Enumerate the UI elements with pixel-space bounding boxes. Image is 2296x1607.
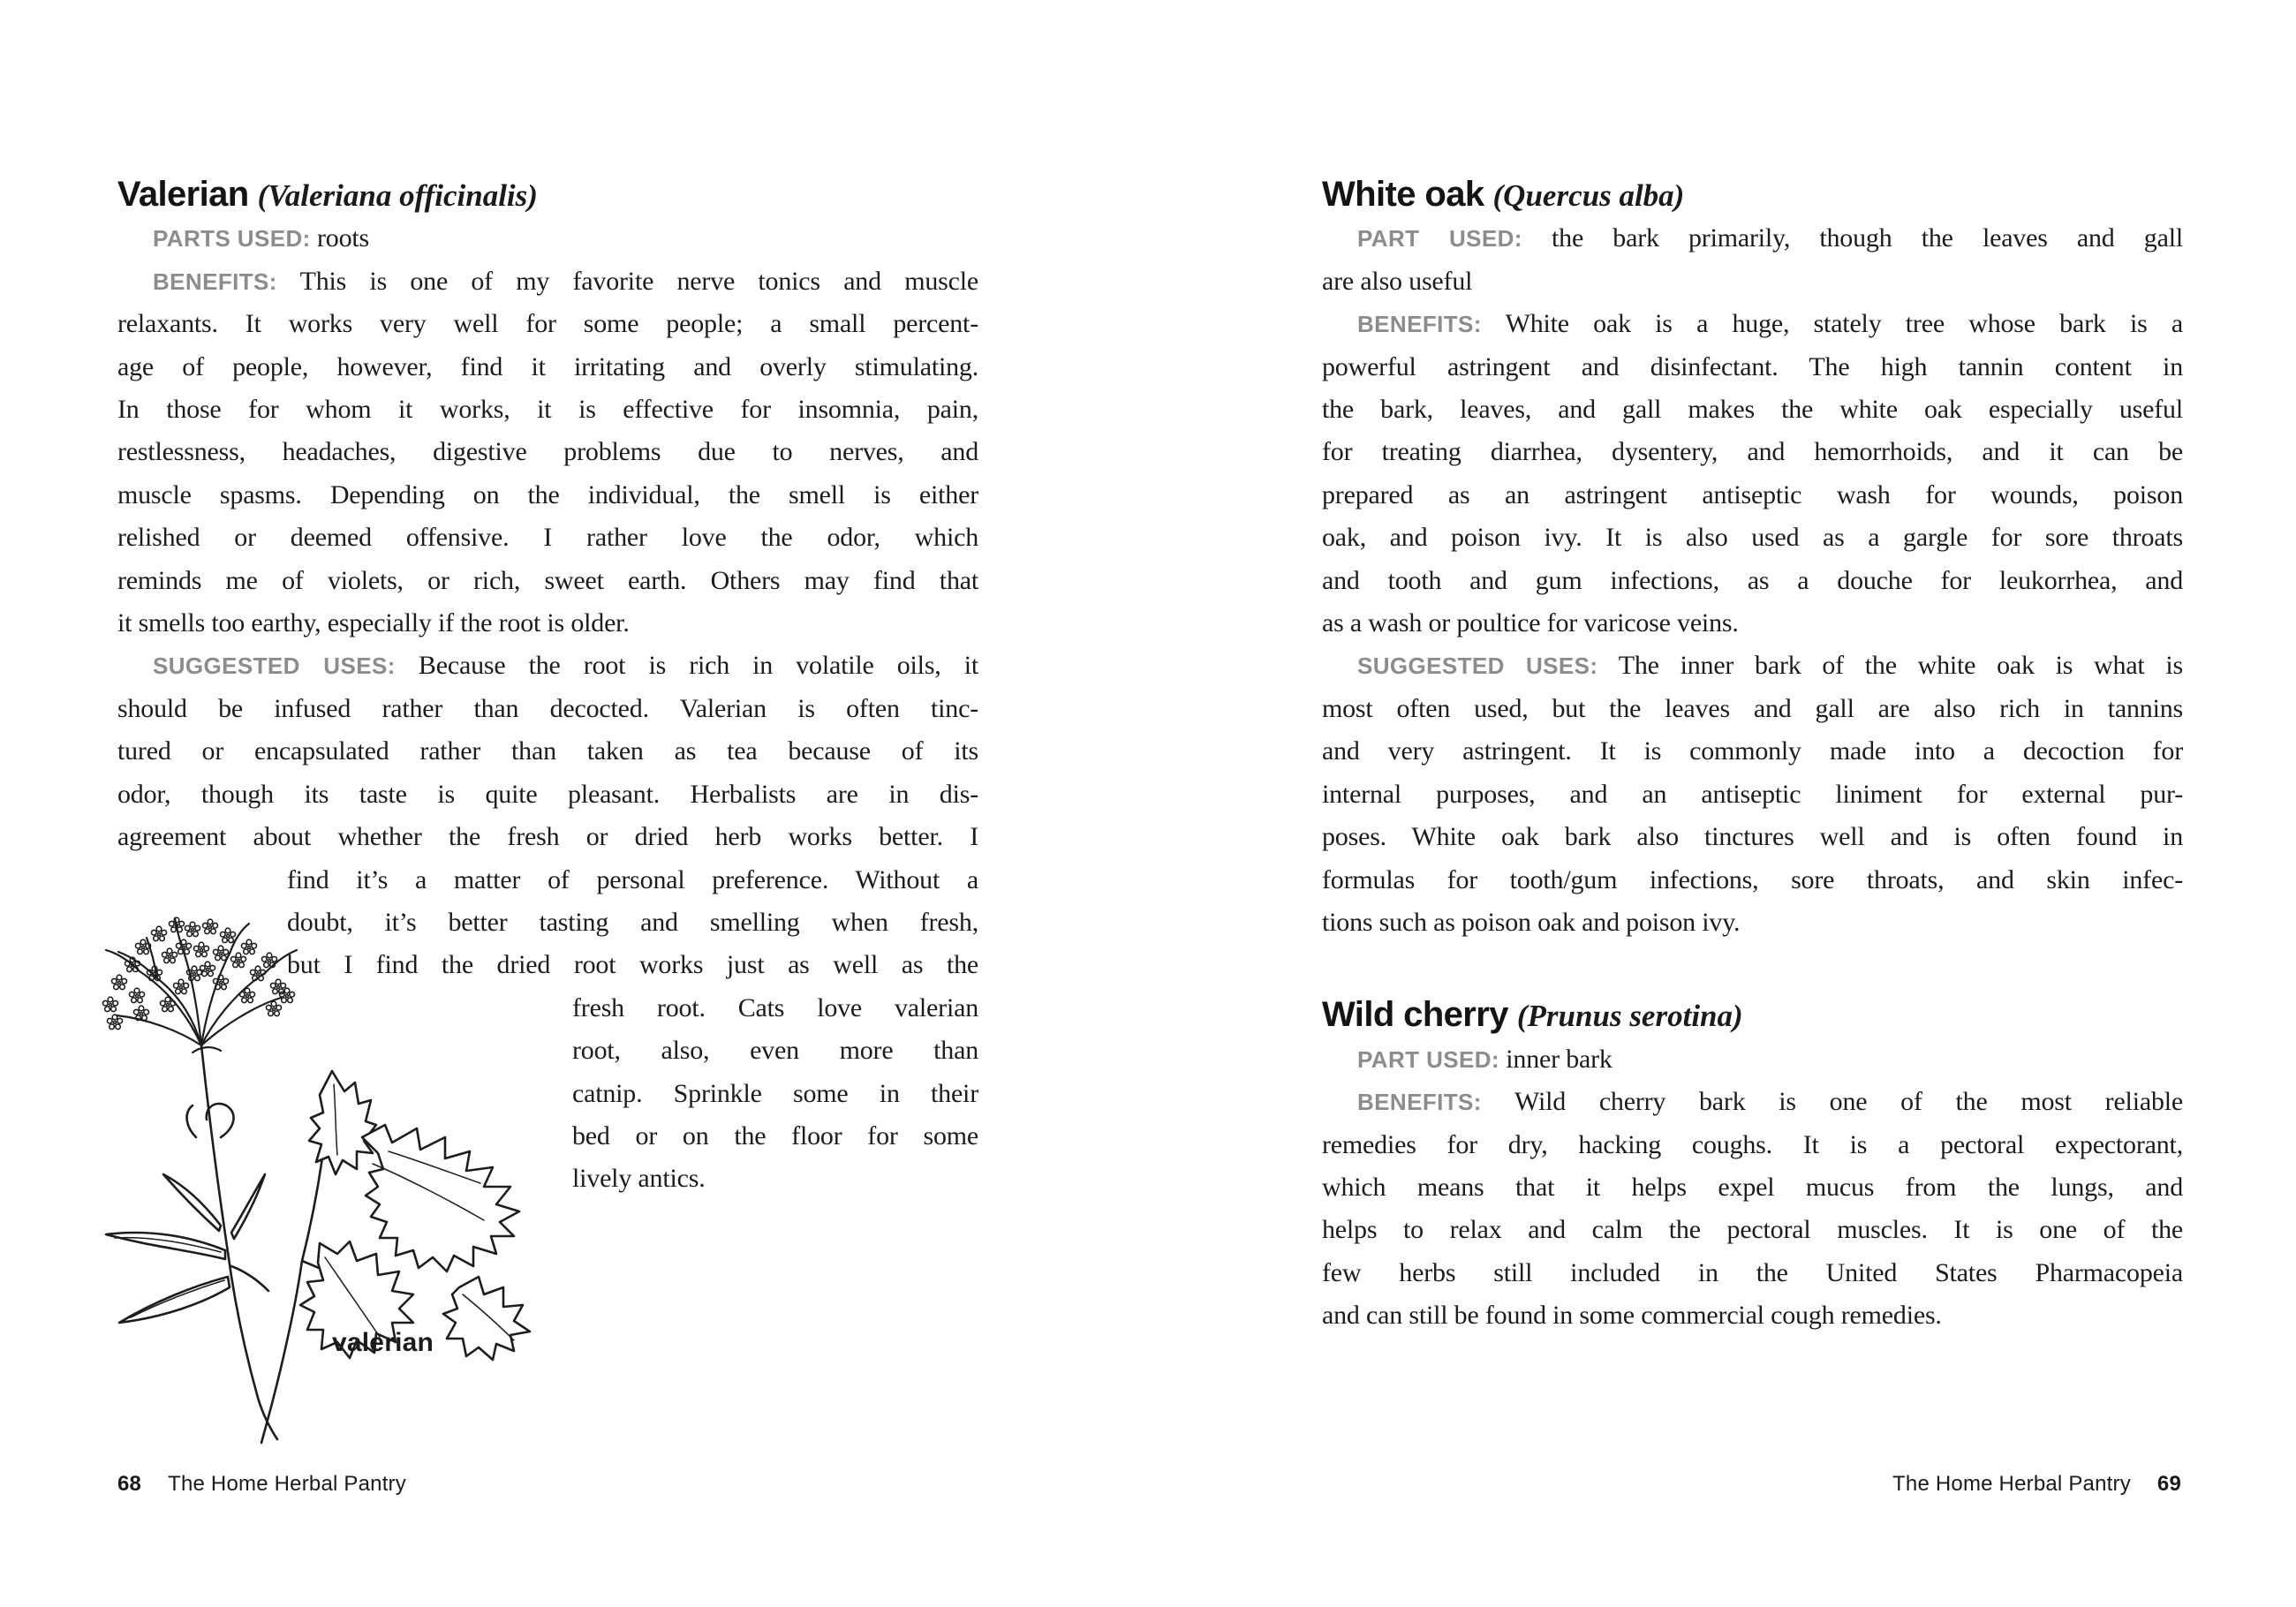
body-text-line: SUGGESTED USES: Because the root is rich in volatile oils, it xyxy=(153,651,978,681)
body-text-line: and tooth and gum infections, as a douche for leukorrhea, and xyxy=(1322,565,2183,595)
left-page-footer xyxy=(117,1471,406,1498)
herb-common-name: Valerian xyxy=(117,175,249,214)
body-text-line: bed or on the floor for some xyxy=(572,1120,978,1151)
body-text-line: and can still be found in some commercial cough remedies. xyxy=(1322,1301,1942,1331)
body-text-line: formulas for tooth/gum infections, sore throats, and skin infec- xyxy=(1322,864,2183,894)
body-text-line: catnip. Sprinkle some in their xyxy=(572,1078,978,1108)
herb-latin-name: (Quercus alba) xyxy=(1492,178,1685,213)
left-page-number: 68 xyxy=(117,1472,142,1496)
section-label: SUGGESTED USES: xyxy=(153,653,396,680)
herb-entry-heading xyxy=(1322,993,2183,1037)
body-text-line: it smells too earthy, especially if the root is older. xyxy=(117,608,630,638)
section-label: BENEFITS: xyxy=(1357,1089,1482,1116)
section-label: PARTS USED: xyxy=(153,225,311,253)
herb-common-name: White oak xyxy=(1322,175,1484,214)
right-page-footer xyxy=(1892,1471,2181,1498)
body-text-line: but I find the dried root works just as well as the xyxy=(287,950,978,980)
illustration-caption: valerian xyxy=(332,1328,434,1357)
body-text-line: root, also, even more than xyxy=(572,1036,978,1066)
body-text-line: lively antics. xyxy=(572,1164,706,1194)
herb-common-name: Wild cherry xyxy=(1322,995,1508,1035)
body-text-line: internal purposes, and an antiseptic liniment for external pur- xyxy=(1322,779,2183,809)
section-label: BENEFITS: xyxy=(153,268,277,295)
body-text-line: powerful astringent and disinfectant. The high tannin content in xyxy=(1322,351,2183,381)
section-label: PART USED: xyxy=(1357,1045,1499,1073)
section-label: BENEFITS: xyxy=(1357,311,1482,338)
body-text-line: tions such as poison oak and poison ivy. xyxy=(1322,907,1741,937)
body-text-line: the bark, leaves, and gall makes the white oak especially useful xyxy=(1322,395,2183,425)
right-page-number: 69 xyxy=(2156,1472,2181,1496)
body-text-line: tured or encapsulated rather than taken as tea because of its xyxy=(117,736,978,766)
body-text-line: poses. White oak bark also tinctures well and is often found in xyxy=(1322,822,2183,852)
body-text-line: odor, though its taste is quite pleasant. Herbalists are in dis- xyxy=(117,779,978,809)
body-text-line: and very astringent. It is commonly made into a decoction for xyxy=(1322,736,2183,766)
body-text-line: muscle spasms. Depending on the individual, the smell is either xyxy=(117,479,978,509)
body-text-line: find it’s a matter of personal preference. Without a xyxy=(287,864,978,894)
herb-latin-name: (Valeriana officinalis) xyxy=(257,178,538,213)
body-text-line: as a wash or poultice for varicose veins. xyxy=(1322,608,1739,638)
body-text-line: most often used, but the leaves and gall are also rich in tannins xyxy=(1322,693,2183,723)
right-footer-title: The Home Herbal Pantry xyxy=(1892,1472,2131,1496)
body-text-line: are also useful xyxy=(1322,266,1473,296)
body-text-line: which means that it helps expel mucus from the lungs, and xyxy=(1322,1172,2183,1202)
body-text-line: oak, and poison ivy. It is also used as a gargle for sore throats xyxy=(1322,523,2183,553)
body-text-line: In those for whom it works, it is effective for insomnia, pain, xyxy=(117,395,978,425)
body-text-line: restlessness, headaches, digestive problems due to nerves, and xyxy=(117,437,978,467)
body-text-line: remedies for dry, hacking coughs. It is a pectoral expectorant, xyxy=(1322,1129,2183,1159)
body-text-line: fresh root. Cats love valerian xyxy=(572,992,978,1022)
body-text-line: reminds me of violets, or rich, sweet earth. Others may find that xyxy=(117,565,978,595)
body-text-line: agreement about whether the fresh or dried herb works better. I xyxy=(117,822,978,852)
herb-entry-heading xyxy=(117,173,978,217)
body-text-line: prepared as an astringent antiseptic wash for wounds, poison xyxy=(1322,479,2183,509)
herb-latin-name: (Prunus serotina) xyxy=(1516,999,1743,1034)
body-text-line: relaxants. It works very well for some people; a small percent- xyxy=(117,309,978,339)
right-page-text-column xyxy=(1322,173,2183,1338)
left-footer-title: The Home Herbal Pantry xyxy=(168,1472,406,1496)
section-label: PART USED: xyxy=(1357,225,1522,253)
body-text-line: PARTS USED: roots xyxy=(153,223,370,253)
body-text-line: BENEFITS: This is one of my favorite nerve tonics and muscle xyxy=(153,266,978,296)
body-text-line: doubt, it’s better tasting and smelling when fresh, xyxy=(287,907,978,937)
herb-entry-heading xyxy=(1322,173,2183,217)
body-text-line: SUGGESTED USES: The inner bark of the white oak is what is xyxy=(1357,651,2183,681)
body-text-line: BENEFITS: White oak is a huge, stately tree whose bark is a xyxy=(1357,309,2183,339)
body-text-line: age of people, however, find it irritating and overly stimulating. xyxy=(117,351,978,381)
body-text-line: relished or deemed offensive. I rather love the odor, which xyxy=(117,523,978,553)
body-text-line: helps to relax and calm the pectoral muscles. It is one of the xyxy=(1322,1215,2183,1245)
body-text-line: PART USED: the bark primarily, though the leaves and gall xyxy=(1357,223,2183,253)
section-label: SUGGESTED USES: xyxy=(1357,653,1598,680)
body-text-line: few herbs still included in the United States Pharmacopeia xyxy=(1322,1257,2183,1287)
valerian-botanical-illustration xyxy=(88,872,570,1446)
body-text-line: BENEFITS: Wild cherry bark is one of the most reliable xyxy=(1357,1087,2183,1117)
body-text-line: should be infused rather than decocted. Valerian is often tinc- xyxy=(117,693,978,723)
body-text-line: for treating diarrhea, dysentery, and hemorrhoids, and it can be xyxy=(1322,437,2183,467)
valerian-plant-drawing-icon xyxy=(88,872,570,1446)
body-text-line: PART USED: inner bark xyxy=(1357,1044,1612,1074)
